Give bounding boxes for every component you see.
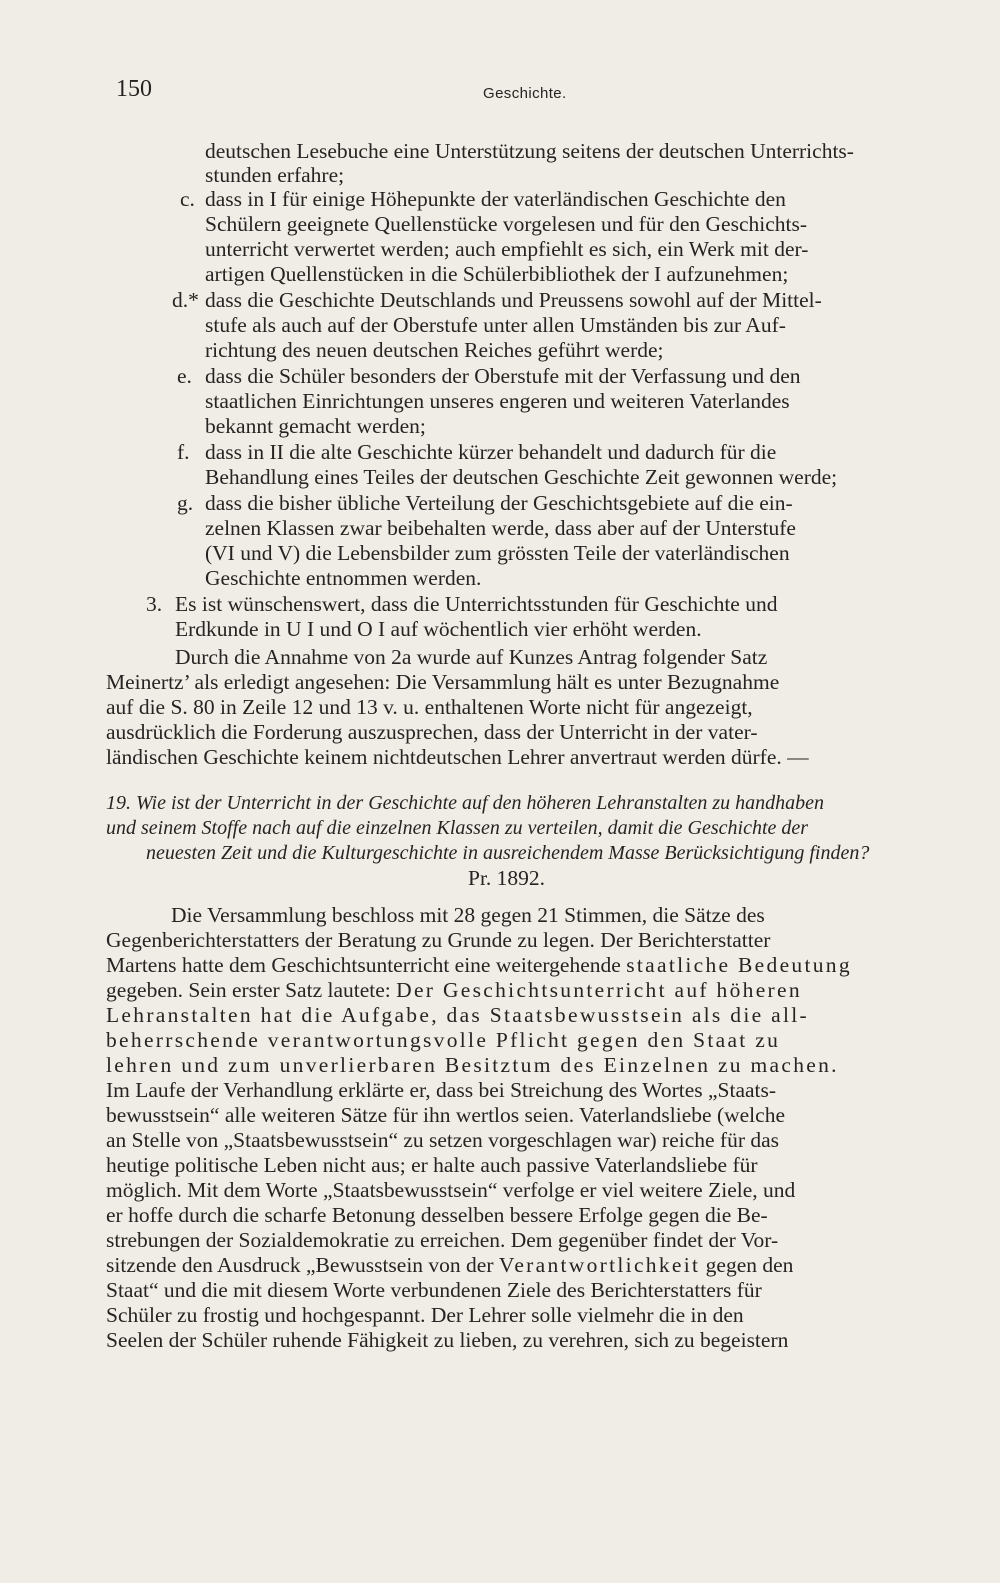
text-line: zelnen Klassen zwar beibehalten werde, dass aber auf der Unterstufe — [205, 516, 796, 540]
text-line: (VI und V) die Lebensbilder zum grössten Teile der vaterländischen — [205, 541, 790, 565]
list-marker: g. — [177, 491, 194, 515]
text-line: Schüler zu frostig und hochgespannt. Der Lehrer solle vielmehr die in den — [106, 1303, 744, 1327]
text-line: f. dass in II die alte Geschichte kürzer behandelt und dadurch für die — [177, 440, 777, 464]
text-line: gegeben. Sein erster Satz lautete: Der Geschichtsunterricht auf höheren — [106, 978, 802, 1002]
list-marker: e. — [177, 364, 192, 388]
text-line: Schülern geeignete Quellenstücke vorgelesen und für den Geschichts- — [205, 212, 807, 236]
text-line: bekannt gemacht werden; — [205, 414, 426, 438]
text-line: e. dass die Schüler besonders der Oberstufe mit der Verfassung und den — [177, 364, 801, 388]
text-line: d.* dass die Geschichte Deutschlands und Preussens sowohl auf der Mittel- — [172, 288, 822, 312]
text-line: Lehranstalten hat die Aufgabe, das Staatsbewusstsein als die all- — [106, 1003, 809, 1027]
text-line: beherrschende verantwortungsvolle Pflicht gegen den Staat zu — [106, 1028, 781, 1052]
text-line: stufe als auch auf der Oberstufe unter allen Umständen bis zur Auf- — [205, 313, 786, 337]
text-line: Die Versammlung beschloss mit 28 gegen 21 Stimmen, die Sätze des — [171, 903, 765, 927]
text-line: 3. Es ist wünschenswert, dass die Unterrichtsstunden für Geschichte und — [146, 592, 778, 616]
text-line: 19. Wie ist der Unterricht in der Geschichte auf den höheren Lehranstalten zu handhaben — [106, 792, 825, 814]
text-line: deutschen Lesebuche eine Unterstützung seitens der deutschen Unterrichts- — [205, 139, 854, 163]
list-marker: d.* — [172, 288, 199, 312]
text-line: unterricht verwertet werden; auch empfiehlt es sich, ein Werk mit der- — [205, 237, 809, 261]
text-line: er hoffe durch die scharfe Betonung desselben bessere Erfolge gegen die Be- — [106, 1203, 768, 1227]
text-line: Behandlung eines Teiles der deutschen Geschichte Zeit gewonnen werde; — [205, 465, 838, 489]
text-line: Durch die Annahme von 2a wurde auf Kunzes Antrag folgender Satz — [175, 645, 768, 669]
page-number: 150 — [116, 76, 152, 102]
text-line: richtung des neuen deutschen Reiches geführt werde; — [205, 338, 664, 362]
text-line: Meinertz’ als erledigt angesehen: Die Versammlung hält es unter Bezugnahme — [106, 670, 780, 694]
text-line: Gegenberichterstatters der Beratung zu Grunde zu legen. Der Berichterstatter — [106, 928, 771, 952]
page-header — [116, 76, 936, 106]
text-line: möglich. Mit dem Worte „Staatsbewusstsein“ verfolge er viel weitere Ziele, und — [106, 1178, 796, 1202]
text-line: neuesten Zeit und die Kulturgeschichte in ausreichendem Masse Berücksichtigung finden? — [146, 842, 870, 864]
list-marker: c. — [180, 187, 195, 211]
text-line: artigen Quellenstücken in die Schülerbibliothek der I aufzunehmen; — [205, 262, 789, 286]
running-title: Geschichte. — [483, 85, 567, 102]
text-line: strebungen der Sozialdemokratie zu erreichen. Dem gegenüber findet der Vor- — [106, 1228, 779, 1252]
text-line: heutige politische Leben nicht aus; er halte auch passive Vaterlandsliebe für — [106, 1153, 758, 1177]
text-line: stunden erfahre; — [205, 163, 345, 187]
text-line — [0, 866, 1000, 891]
text-line: lehren und zum unverlierbaren Besitztum des Einzelnen zu machen. — [106, 1053, 839, 1077]
text-line: auf die S. 80 in Zeile 12 und 13 v. u. enthaltenen Worte nicht für angezeigt, — [106, 695, 753, 719]
text-line: Martens hatte dem Geschichtsunterricht eine weitergehende staatliche Bedeutung — [106, 953, 852, 977]
text-line: ländischen Geschichte keinem nichtdeutschen Lehrer anvertraut werden dürfe. — — [106, 745, 809, 769]
text-line: c. dass in I für einige Höhepunkte der vaterländischen Geschichte den — [180, 187, 786, 211]
text-line: ausdrücklich die Forderung auszusprechen, dass der Unterricht in der vater- — [106, 720, 758, 744]
text-line: Seelen der Schüler ruhende Fähigkeit zu lieben, zu verehren, sich zu begeistern — [106, 1328, 789, 1352]
text-line: g. dass die bisher übliche Verteilung der Geschichtsgebiete auf die ein- — [177, 491, 793, 515]
text-line: bewusstsein“ alle weiteren Sätze für ihn wertlos seien. Vaterlandsliebe (welche — [106, 1103, 785, 1127]
text-line: Staat“ und die mit diesem Worte verbundenen Ziele des Berichterstatters für — [106, 1278, 762, 1302]
text-line: an Stelle von „Staatsbewusstsein“ zu setzen vorgeschlagen war) reiche für das — [106, 1128, 780, 1152]
text-line: Geschichte entnommen werden. — [205, 566, 482, 590]
list-marker: f. — [177, 440, 190, 464]
text-line: staatlichen Einrichtungen unseres engeren und weiteren Vaterlandes — [205, 389, 790, 413]
text-line: Im Laufe der Verhandlung erklärte er, dass bei Streichung des Wortes „Staats- — [106, 1078, 777, 1102]
text-line: sitzende den Ausdruck „Bewusstsein von der Verantwortlichkeit gegen den — [106, 1253, 794, 1277]
list-marker: 3. — [146, 592, 163, 616]
source-reference: Pr. 1892. — [468, 866, 546, 890]
text-line: Erdkunde in U I und O I auf wöchentlich vier erhöht werden. — [175, 617, 702, 641]
text-line: und seinem Stoffe nach auf die einzelnen Klassen zu verteilen, damit die Geschichte der — [106, 817, 809, 839]
